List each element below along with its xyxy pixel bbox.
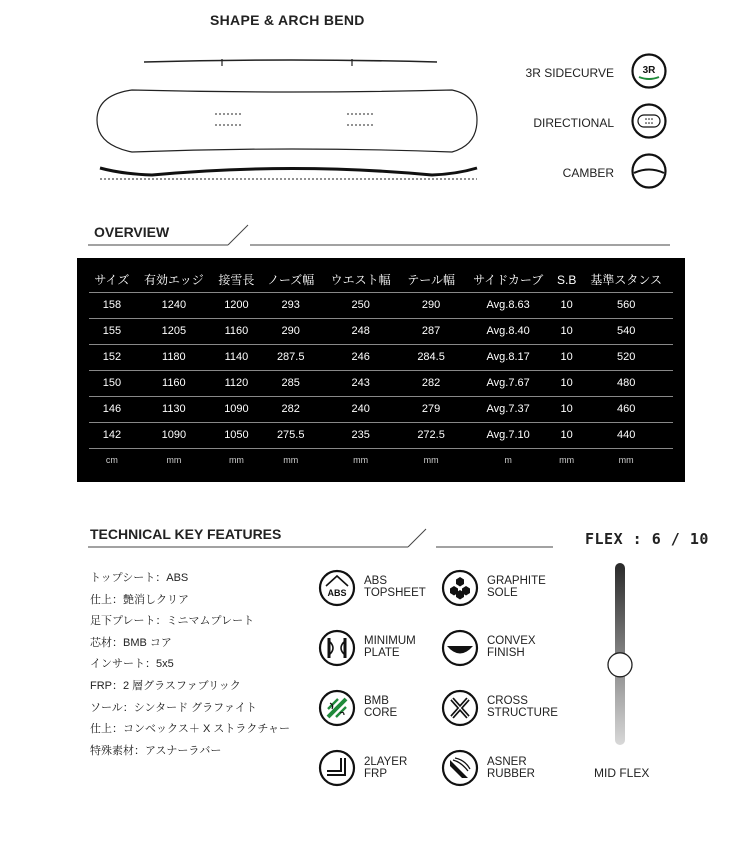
cell: Avg.8.40 (462, 318, 554, 344)
cell: 1180 (135, 344, 213, 370)
feature-line1: 2LAYER (364, 756, 408, 768)
unit-cell: mm (353, 455, 369, 466)
cell: 1240 (135, 292, 213, 318)
cell: 158 (89, 292, 135, 318)
cell: 293 (260, 292, 321, 318)
feature-label-camber: CAMBER (562, 166, 614, 180)
bmb-core-icon (318, 689, 356, 727)
tech-spec-list (90, 568, 290, 762)
feature-label-3r: 3R SIDECURVE (525, 66, 614, 80)
minimum-plate-icon (318, 629, 356, 667)
feature-bmb-core (364, 695, 397, 719)
abs-icon-text: ABS (327, 588, 347, 598)
feature-line1: CROSS (487, 695, 528, 707)
cell: 1130 (135, 396, 213, 422)
arch-bend-line (144, 60, 437, 62)
table-row (89, 422, 673, 448)
camber-icon (630, 152, 668, 190)
cell: 1160 (213, 318, 260, 344)
col-header: 接雪長 (213, 268, 260, 292)
cell: 1090 (213, 396, 260, 422)
feature-cross-structure (487, 695, 558, 719)
graphite-sole-icon (441, 569, 479, 607)
cell: 282 (260, 396, 321, 422)
cell: 150 (89, 370, 135, 396)
cell: Avg.7.10 (462, 422, 554, 448)
spec-item: 特殊素材：アスナーラバー (90, 744, 222, 757)
cell: 240 (321, 396, 399, 422)
cell: 440 (579, 422, 673, 448)
table-units-row (89, 448, 673, 472)
unit-cell: mm (283, 455, 299, 466)
feature-graphite-sole (487, 575, 546, 599)
cell: 290 (400, 292, 462, 318)
col-header: S.B (554, 268, 579, 292)
spec-item: FRP：2 層グラスファブリック (90, 679, 241, 692)
cell: 1205 (135, 318, 213, 344)
flex-slider (600, 560, 640, 750)
cell: 480 (579, 370, 673, 396)
feature-asner-rubber (487, 756, 535, 780)
cell: 1140 (213, 344, 260, 370)
spec-item: 足下プレート：ミニマムプレート (90, 615, 255, 628)
cell: 1120 (213, 370, 260, 396)
3r-sidecurve-icon (630, 52, 668, 90)
col-header: サイズ (89, 268, 135, 292)
spec-table-panel (77, 258, 685, 482)
spec-table (89, 268, 673, 472)
cell: 284.5 (400, 344, 462, 370)
board-shape-diagram (92, 50, 492, 185)
cell: 1090 (135, 422, 213, 448)
3r-icon-text: 3R (642, 65, 656, 76)
cell: 290 (260, 318, 321, 344)
cell: 155 (89, 318, 135, 344)
cell: Avg.8.63 (462, 292, 554, 318)
cell: 540 (579, 318, 673, 344)
directional-icon (630, 102, 668, 140)
table-row (89, 318, 673, 344)
flex-label: MID FLEX (594, 766, 650, 780)
spec-item: ソール：シンタード グラファイト (90, 701, 257, 714)
tech-title: TECHNICAL KEY FEATURES (90, 526, 282, 542)
cell: 272.5 (400, 422, 462, 448)
cell: 275.5 (260, 422, 321, 448)
table-row (89, 370, 673, 396)
flex-thumb (608, 653, 632, 677)
cell: 287 (400, 318, 462, 344)
cell: 10 (554, 396, 579, 422)
cell: 142 (89, 422, 135, 448)
unit-cell: mm (166, 455, 182, 466)
table-row (89, 396, 673, 422)
spec-item: 仕上：艶消しクリア (90, 593, 189, 606)
cell: 250 (321, 292, 399, 318)
cell: 1050 (213, 422, 260, 448)
cell: 10 (554, 370, 579, 396)
abs-topsheet-icon (318, 569, 356, 607)
col-header: 有効エッジ (135, 268, 213, 292)
unit-cell: mm (423, 455, 439, 466)
asner-rubber-icon (441, 749, 479, 787)
spec-item: 芯材：BMB コア (90, 636, 172, 649)
unit-cell: m (504, 455, 512, 466)
feature-line2: CORE (364, 707, 398, 719)
table-header-row (89, 268, 673, 292)
feature-line1: ABS (364, 575, 388, 587)
spec-item: インサート：5x5 (90, 658, 174, 671)
feature-line2: FRP (364, 768, 387, 780)
feature-line2: PLATE (364, 647, 400, 659)
cell: 243 (321, 370, 399, 396)
spec-item: トップシート：ABS (90, 572, 189, 584)
feature-line1: GRAPHITE (487, 575, 546, 587)
cell: Avg.8.17 (462, 344, 554, 370)
convex-finish-icon (441, 629, 479, 667)
overview-title: OVERVIEW (94, 224, 170, 240)
cell: 460 (579, 396, 673, 422)
feature-line1: ASNER (487, 756, 527, 768)
feature-minimum-plate (364, 635, 416, 659)
cell: Avg.7.67 (462, 370, 554, 396)
cross-structure-icon (441, 689, 479, 727)
feature-line2: SOLE (487, 587, 518, 599)
tech-underline (88, 526, 558, 550)
cell: 246 (321, 344, 399, 370)
spec-item: 仕上：コンベックス＋ X ストラクチャー (90, 723, 291, 736)
cell: 10 (554, 318, 579, 344)
feature-line1: CONVEX (487, 635, 536, 647)
cell: 10 (554, 344, 579, 370)
cell: 287.5 (260, 344, 321, 370)
cell: 235 (321, 422, 399, 448)
feature-line1: BMB (364, 695, 389, 707)
cell: Avg.7.37 (462, 396, 554, 422)
board-outline (97, 90, 477, 152)
feature-line2: TOPSHEET (364, 587, 426, 599)
cell: 520 (579, 344, 673, 370)
cell: 248 (321, 318, 399, 344)
cell: 10 (554, 292, 579, 318)
cell: 282 (400, 370, 462, 396)
overview-underline (88, 222, 678, 248)
col-header: ウエスト幅 (321, 268, 399, 292)
shape-title: SHAPE & ARCH BEND (210, 12, 365, 28)
col-header: 基準スタンス (579, 268, 673, 292)
cell: 10 (554, 422, 579, 448)
cell: 285 (260, 370, 321, 396)
feature-label-directional: DIRECTIONAL (533, 116, 614, 130)
feature-line1: MINIMUM (364, 635, 416, 647)
col-header: サイドカーブ (462, 268, 554, 292)
feature-line2: RUBBER (487, 768, 535, 780)
table-row (89, 344, 673, 370)
col-header: テール幅 (400, 268, 462, 292)
feature-line2: STRUCTURE (487, 707, 558, 719)
unit-cell: mm (618, 455, 634, 466)
feature-2layer-frp (364, 756, 407, 780)
cell: 1200 (213, 292, 260, 318)
unit-cell: mm (228, 455, 244, 466)
cell: 146 (89, 396, 135, 422)
unit-cell: cm (105, 455, 118, 466)
col-header: ノーズ幅 (260, 268, 321, 292)
feature-convex-finish (487, 635, 536, 659)
flex-title: FLEX : 6 / 10 (585, 530, 709, 548)
camber-profile (100, 168, 477, 175)
cell: 152 (89, 344, 135, 370)
feature-abs-topsheet (364, 575, 426, 599)
cell: 1160 (135, 370, 213, 396)
table-row (89, 292, 673, 318)
feature-line2: FINISH (487, 647, 525, 659)
unit-cell: mm (559, 455, 575, 466)
cell: 560 (579, 292, 673, 318)
cell: 279 (400, 396, 462, 422)
2layer-frp-icon (318, 749, 356, 787)
